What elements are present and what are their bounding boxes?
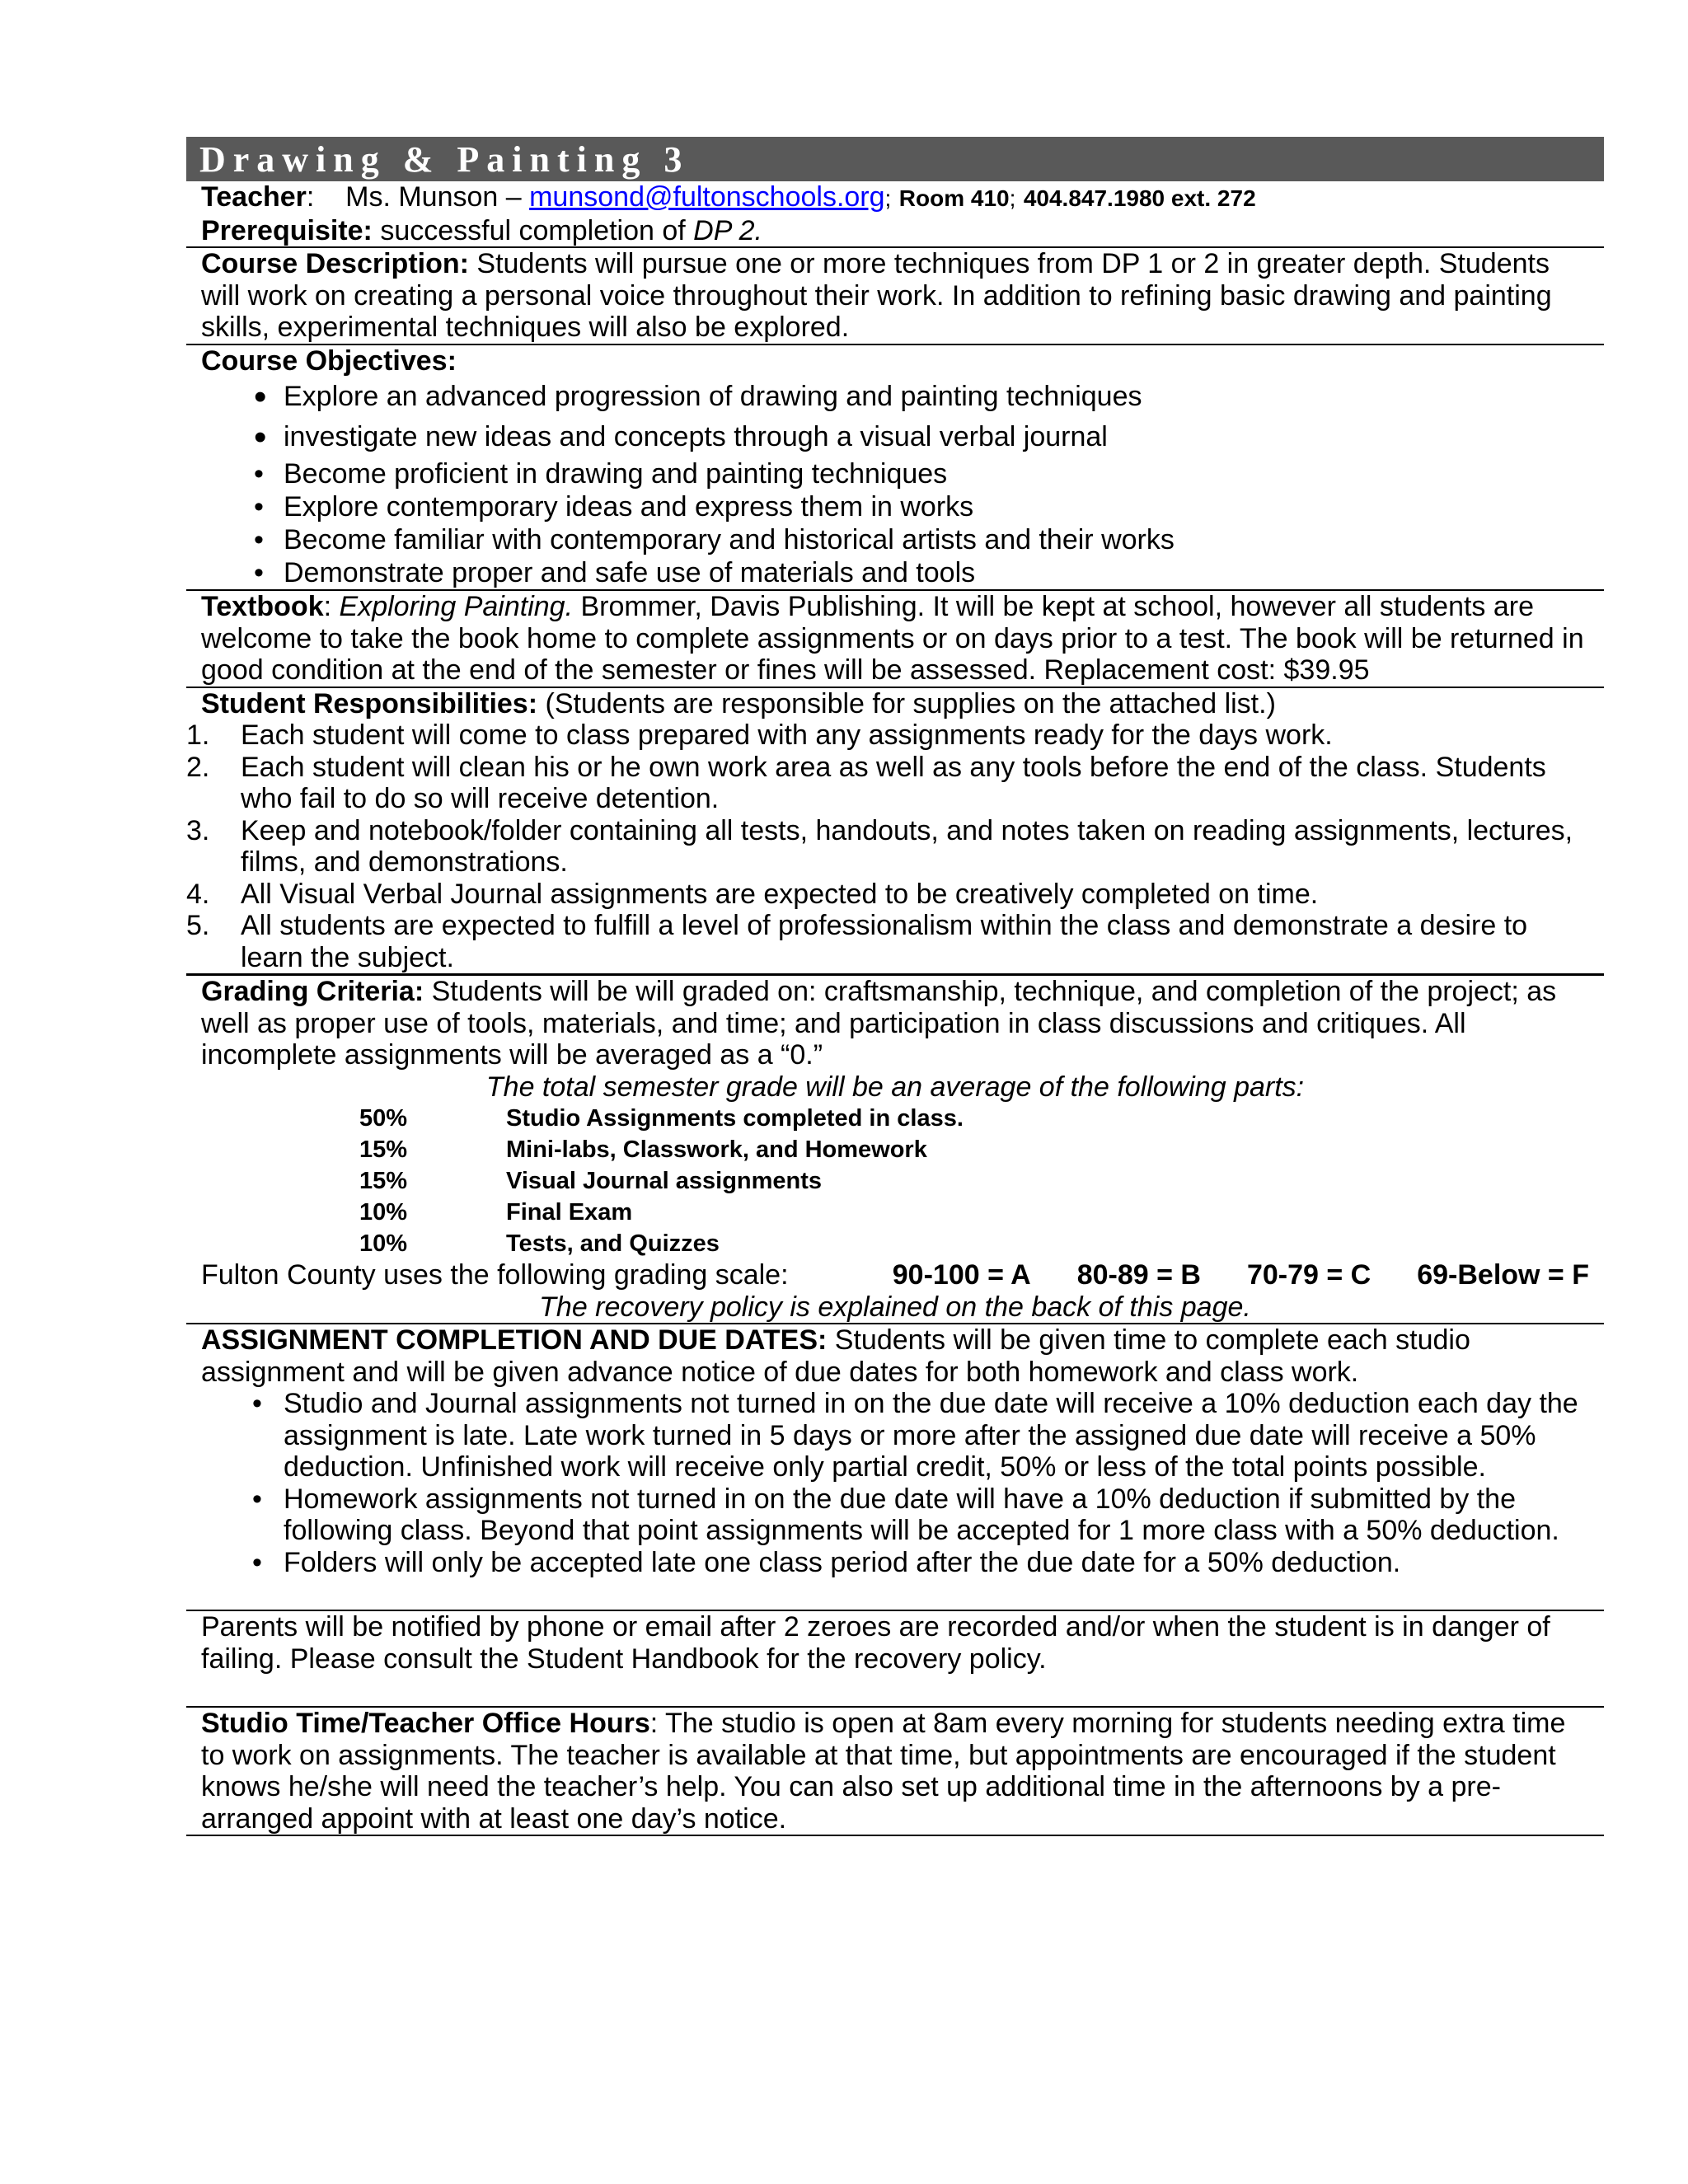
item-text: All Visual Verbal Journal assignments are expected to be creatively completed on time. [241, 878, 1319, 910]
prerequisite-label: Prerequisite: [201, 214, 373, 246]
list-item: • Explore an advanced progression of drawing and painting techniques [201, 377, 1589, 417]
list-item [186, 815, 1589, 879]
assignments-section [186, 1324, 1604, 1611]
part-label: Tests, and Quizzes [506, 1230, 720, 1257]
part-label: Studio Assignments completed in class. [506, 1105, 964, 1132]
grading-parts-intro: The total semester grade will be an average of the following parts: [485, 1071, 1305, 1103]
teacher-email-link[interactable]: munsond@fultonschools.org [529, 181, 885, 213]
grading-scale-intro: Fulton County uses the following grading scale: [201, 1259, 789, 1291]
grade-a: 90-100 = A [892, 1259, 1031, 1291]
item-number: 1. [186, 719, 210, 751]
list-item: • Demonstrate proper and safe use of materials and tools [201, 556, 1589, 589]
description-text: Students will pursue one or more techniques from DP 1 or 2 in greater depth. Students will work on creating a personal voice throughout their work. In addition to refining basic drawing and painting skills, experimental techniques will also be explored. [201, 248, 1552, 343]
list-item: • Studio and Journal assignments not turned in on the due date will receive a 10% deduction each day the assignment is late. Late work turned in 5 days or more after the assigned due date will receive a 50% deduction. Unfinished work will receive only partial credit, 50% or less of the total points possible. [201, 1388, 1589, 1483]
prerequisite-text: successful completion of [380, 214, 686, 246]
list-item [186, 910, 1589, 973]
item-text: Each student will come to class prepared with any assignments ready for the days work. [241, 719, 1333, 751]
list-item [186, 879, 1589, 911]
syllabus-page [186, 137, 1604, 1836]
list-item: • Become familiar with contemporary and historical artists and their works [201, 523, 1589, 556]
part-percent: 10% [359, 1230, 408, 1257]
prerequisite-line [201, 215, 1589, 247]
part-percent: 10% [359, 1199, 408, 1226]
part-percent: 15% [359, 1137, 408, 1163]
table-row [359, 1228, 964, 1259]
part-label: Visual Journal assignments [506, 1168, 823, 1194]
list-item: • Homework assignments not turned in on the due date will have a 10% deduction if submitted by the following class. Beyond that point assignments will be accepted for 1 more class with a 50% deduction. [201, 1483, 1589, 1547]
textbook-text: Brommer, Davis Publishing. It will be kept at school, however all students are welcome to take the book home to complete assignments or on days prior to a test. The book will be returned in good condition at the end of the semester or fines will be assessed. Replacement cost: $39.95 [201, 591, 1584, 686]
part-percent: 50% [359, 1105, 408, 1132]
list-item [186, 719, 1589, 752]
teacher-name: Ms. Munson – [345, 181, 522, 213]
responsibilities-section [186, 688, 1604, 977]
teacher-label: Teacher [201, 181, 307, 213]
part-percent: 15% [359, 1168, 408, 1194]
table-row [359, 1197, 964, 1228]
objectives-section [186, 345, 1604, 592]
grading-label: Grading Criteria: [201, 976, 424, 1007]
item-text: Each student will clean his or he own work area as well as any tools before the end of the class. Students who fail to do so will receive detention. [241, 751, 1546, 814]
textbook-title: Exploring Painting. [339, 591, 574, 622]
list-item [186, 752, 1589, 815]
part-label: Mini-labs, Classwork, and Homework [506, 1137, 927, 1163]
parents-section [186, 1611, 1604, 1708]
responsibilities-note: (Students are responsible for supplies on the attached list.) [545, 687, 1276, 719]
item-text: Keep and notebook/folder containing all tests, handouts, and notes taken on reading assignments, lectures, films, and demonstrations. [241, 814, 1573, 878]
item-number: 2. [186, 751, 210, 783]
grade-b: 80-89 = B [1076, 1259, 1201, 1291]
textbook-section: Textbook: Exploring Painting. Brommer, Davis Publishing. It will be kept at school, however all students are welcome to take the book home to complete assignments or on days prior to a test. The book will be returned in good condition at the end of the semester or fines will be assessed. Replacement cost: $39.95 [186, 591, 1604, 688]
grading-scale [201, 1259, 1589, 1291]
objectives-label: Course Objectives: [201, 344, 457, 377]
textbook-label: Textbook [201, 591, 324, 622]
table-row [359, 1165, 964, 1197]
item-number: 3. [186, 814, 210, 846]
grading-parts-table [359, 1103, 964, 1259]
phone-number: 404.847.1980 ext. 272 [1023, 185, 1256, 211]
list-item: • Folders will only be accepted late one class period after the due date for a 50% deduction. [201, 1547, 1589, 1579]
list-item: • Become proficient in drawing and painting techniques [201, 457, 1589, 490]
list-item: • investigate new ideas and concepts through a visual verbal journal [201, 417, 1589, 457]
description-section [186, 248, 1604, 345]
course-title: Drawing & Painting 3 [186, 137, 1604, 181]
grade-c: 70-79 = C [1246, 1259, 1372, 1291]
studio-label: Studio Time/Teacher Office Hours [201, 1708, 650, 1739]
grading-section [186, 976, 1604, 1324]
part-label: Final Exam [506, 1199, 633, 1226]
grading-text: Students will be will graded on: craftsmanship, technique, and completion of the project; as well as proper use of tools, materials, and time; and participation in class discussions and critiques. All incomplete assignments will be averaged as a “0.” [201, 976, 1557, 1071]
grade-f: 69-Below = F [1417, 1259, 1589, 1291]
list-item: • Explore contemporary ideas and express them in works [201, 490, 1589, 523]
parents-text: Parents will be notified by phone or email after 2 zeroes are recorded and/or when the student is in danger of failing. Please consult the Student Handbook for the recovery policy. [201, 1611, 1550, 1675]
teacher-section [186, 181, 1604, 248]
objectives-list [201, 377, 1589, 589]
item-text: All students are expected to fulfill a level of professionalism within the class and demonstrate a desire to learn the subject. [241, 910, 1528, 973]
table-row [359, 1134, 964, 1165]
assignments-list [201, 1388, 1589, 1578]
room-number: Room 410 [898, 185, 1010, 211]
studio-section: Studio Time/Teacher Office Hours: The studio is open at 8am every morning for students needing extra time to work on assignments. The teacher is available at that time, but appointments are encouraged if the student knows he/she will need the teacher’s help. You can also set up additional time in the afternoons by a pre-arranged appoint with at least one day’s notice. [186, 1708, 1604, 1836]
responsibilities-list [186, 719, 1589, 973]
teacher-line: Teacher: Ms. Munson – munsond@fultonschools.org; Room 410; 404.847.1980 ext. 272 [201, 181, 1256, 213]
responsibilities-label: Student Responsibilities: [201, 687, 538, 719]
description-label: Course Description: [201, 248, 469, 279]
item-number: 5. [186, 910, 210, 941]
recovery-note: The recovery policy is explained on the back of this page. [539, 1291, 1251, 1323]
table-row [359, 1103, 964, 1134]
assignments-text: Students will be given time to complete each studio assignment and will be given advance notice of due dates for both homework and class work. [201, 1324, 1470, 1388]
assignments-label: ASSIGNMENT COMPLETION AND DUE DATES: [201, 1324, 828, 1356]
item-number: 4. [186, 878, 210, 910]
prerequisite-course: DP 2. [693, 214, 762, 246]
studio-text: The studio is open at 8am every morning for students needing extra time to work on assignments. The teacher is available at that time, but appointments are encouraged if the student knows he/she will need the teacher’s help. You can also set up additional time in the afternoons by a pre-arranged appoint with at least one day’s notice. [201, 1708, 1566, 1835]
